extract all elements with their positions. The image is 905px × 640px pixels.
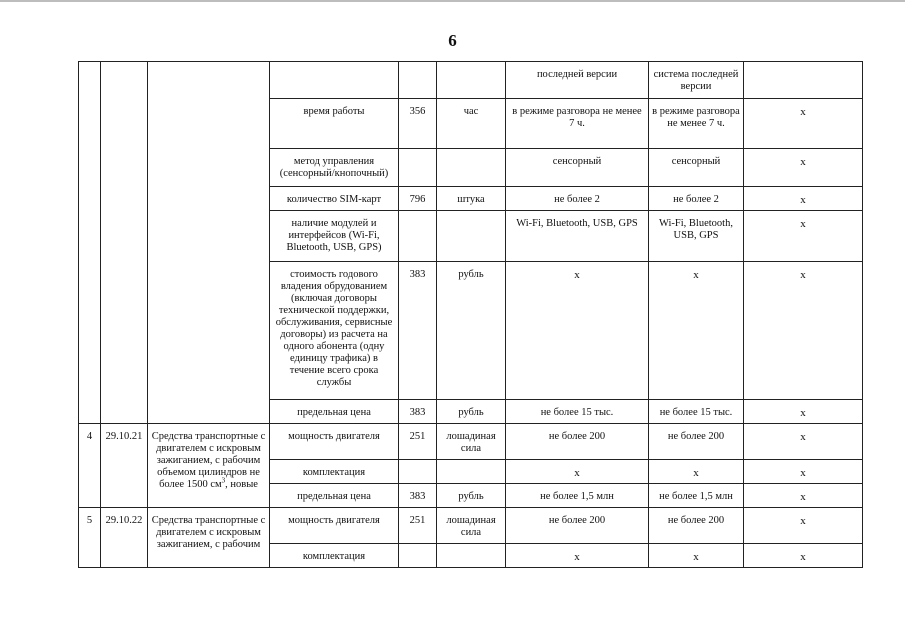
cell-okei-code: 383 <box>399 400 437 424</box>
cell-base-value: не более 200 <box>649 508 744 544</box>
cell-characteristic: мощность двигателя <box>270 508 399 544</box>
cell-requirement: не более 15 тыс. <box>506 400 649 424</box>
cell-unit <box>437 460 506 484</box>
cell-requirement: не более 200 <box>506 508 649 544</box>
cell-unit <box>437 62 506 99</box>
cell-characteristic: количество SIM-карт <box>270 187 399 211</box>
cell-base-value: не более 200 <box>649 424 744 460</box>
cell-extra <box>744 62 863 99</box>
cell-extra: x <box>744 211 863 262</box>
cell-okei-code: 796 <box>399 187 437 211</box>
cell-okei-code <box>399 62 437 99</box>
cell-code <box>101 62 148 424</box>
cell-base-value: x <box>649 460 744 484</box>
cell-requirement: x <box>506 544 649 568</box>
cell-extra: x <box>744 187 863 211</box>
cell-okei-code: 251 <box>399 424 437 460</box>
cell-requirement: в режиме разговора не менее 7 ч. <box>506 99 649 149</box>
cell-characteristic: наличие модулей и интерфейсов (Wi-Fi, Bluetooth, USB, GPS) <box>270 211 399 262</box>
table-row <box>79 62 863 99</box>
cell-name: Средства транспортные с двигателем с искровым зажиганием, с рабочим <box>148 508 270 568</box>
cell-name <box>148 62 270 424</box>
cell-characteristic: время работы <box>270 99 399 149</box>
cell-characteristic: предельная цена <box>270 484 399 508</box>
cell-base-value: x <box>649 544 744 568</box>
cell-characteristic: стоимость годового владения обрудованием (включая договоры технической поддержки, обслуживания, сервисные договоры) из расчета на одного абонента (одну единицу трафика) в течение всего срока службы <box>270 262 399 400</box>
cell-unit: рубль <box>437 262 506 400</box>
cell-no: 5 <box>79 508 101 568</box>
cell-requirement: Wi-Fi, Bluetooth, USB, GPS <box>506 211 649 262</box>
cell-requirement: не более 200 <box>506 424 649 460</box>
page-number: 6 <box>448 31 457 50</box>
cell-extra: x <box>744 460 863 484</box>
cell-extra: x <box>744 99 863 149</box>
cell-extra: x <box>744 484 863 508</box>
cell-base-value: сенсорный <box>649 149 744 187</box>
cell-unit <box>437 544 506 568</box>
group-name-suffix: , новые <box>225 479 258 490</box>
cell-characteristic: предельная цена <box>270 400 399 424</box>
cell-okei-code: 251 <box>399 508 437 544</box>
cell-characteristic: метод управления (сенсорный/кнопочный) <box>270 149 399 187</box>
cell-no <box>79 62 101 424</box>
cell-base-value: в режиме разговора не менее 7 ч. <box>649 99 744 149</box>
cell-base-value: Wi-Fi, Bluetooth, USB, GPS <box>649 211 744 262</box>
scan-top-edge <box>0 0 905 2</box>
cell-unit: штука <box>437 187 506 211</box>
cell-okei-code: 356 <box>399 99 437 149</box>
cell-extra: x <box>744 400 863 424</box>
cell-name <box>148 424 270 508</box>
cell-code: 29.10.21 <box>101 424 148 508</box>
cell-extra: x <box>744 508 863 544</box>
cell-extra: x <box>744 544 863 568</box>
cell-base-value: не более 2 <box>649 187 744 211</box>
cell-base-value: не более 1,5 млн <box>649 484 744 508</box>
requirements-table <box>78 61 863 568</box>
table-row <box>79 424 863 460</box>
cell-requirement: не более 1,5 млн <box>506 484 649 508</box>
superscript-3: 3 <box>221 476 226 485</box>
group-name-text: Средства транспортные с двигателем с искровым зажиганием, с рабочим объемом цилиндров не более 1500 см <box>151 431 266 490</box>
cell-unit: рубль <box>437 484 506 508</box>
cell-okei-code <box>399 211 437 262</box>
cell-code: 29.10.22 <box>101 508 148 568</box>
cell-okei-code <box>399 460 437 484</box>
cell-extra: x <box>744 424 863 460</box>
cell-characteristic <box>270 62 399 99</box>
cell-unit: рубль <box>437 400 506 424</box>
cell-unit <box>437 211 506 262</box>
cell-extra: x <box>744 149 863 187</box>
cell-unit: час <box>437 99 506 149</box>
cell-characteristic: комплектация <box>270 460 399 484</box>
cell-base-value: не более 15 тыс. <box>649 400 744 424</box>
cell-extra: x <box>744 262 863 400</box>
cell-okei-code <box>399 544 437 568</box>
cell-requirement: последней версии <box>506 62 649 99</box>
cell-unit <box>437 149 506 187</box>
cell-characteristic: комплектация <box>270 544 399 568</box>
cell-requirement: не более 2 <box>506 187 649 211</box>
cell-requirement: x <box>506 460 649 484</box>
table-row <box>79 508 863 544</box>
cell-no: 4 <box>79 424 101 508</box>
cell-okei-code <box>399 149 437 187</box>
cell-base-value: система последней версии <box>649 62 744 99</box>
cell-unit: лошадиная сила <box>437 508 506 544</box>
cell-okei-code: 383 <box>399 262 437 400</box>
cell-requirement: x <box>506 262 649 400</box>
cell-characteristic: мощность двигателя <box>270 424 399 460</box>
cell-base-value: x <box>649 262 744 400</box>
cell-unit: лошадиная сила <box>437 424 506 460</box>
cell-requirement: сенсорный <box>506 149 649 187</box>
cell-okei-code: 383 <box>399 484 437 508</box>
